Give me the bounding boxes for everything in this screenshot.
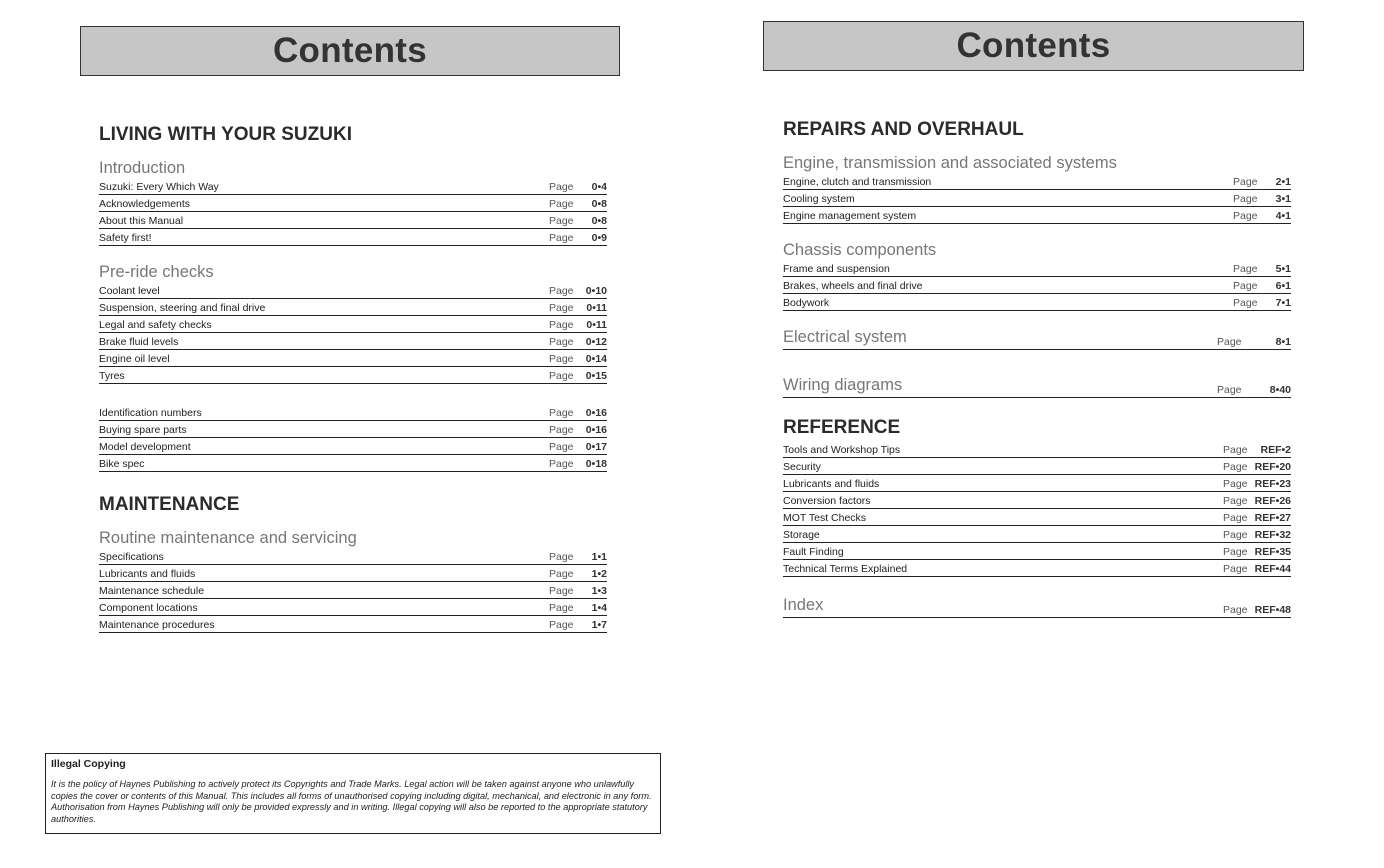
page-word: Page <box>549 336 574 348</box>
entry-label: Brake fluid levels <box>99 336 179 348</box>
page-number: 0•11 <box>586 302 607 314</box>
toc-entry[interactable] <box>99 212 607 229</box>
page-word: Page <box>549 619 574 631</box>
toc-entry[interactable] <box>783 173 1291 190</box>
toc-entry[interactable] <box>99 548 607 565</box>
page-word: Page <box>549 407 574 419</box>
entry-label: Coolant level <box>99 285 160 297</box>
toc-entry[interactable] <box>783 260 1291 277</box>
entry-label: Index <box>783 596 824 614</box>
entry-label: Acknowledgements <box>99 198 191 210</box>
page-number: 8•1 <box>1275 336 1291 348</box>
toc-entry[interactable] <box>783 277 1291 294</box>
entry-label: Wiring diagrams <box>783 376 903 394</box>
page-word: Page <box>1223 461 1248 473</box>
contents-title: Contents <box>956 26 1111 65</box>
page-number: REF•32 <box>1254 529 1291 541</box>
notice-title: Illegal Copying <box>51 758 126 770</box>
page-number: 0•4 <box>591 181 607 193</box>
toc-entry[interactable] <box>99 299 607 316</box>
toc-entry[interactable] <box>99 333 607 350</box>
page-word: Page <box>1223 563 1248 575</box>
section-title-repairs: REPAIRS AND OVERHAUL <box>783 119 1024 140</box>
contents-header <box>763 21 1304 71</box>
entry-label: Electrical system <box>783 328 907 346</box>
page-word: Page <box>1233 210 1258 222</box>
page-number: 4•1 <box>1275 210 1291 222</box>
toc-entry[interactable] <box>99 616 607 633</box>
page-number: 7•1 <box>1275 297 1291 309</box>
page-word: Page <box>1223 546 1248 558</box>
page-word: Page <box>549 198 574 210</box>
subsection-title-introduction: Introduction <box>99 159 186 177</box>
subsection-title-engine: Engine, transmission and associated systems <box>783 154 1117 172</box>
toc-entry[interactable] <box>783 543 1291 560</box>
toc-entry[interactable] <box>783 509 1291 526</box>
toc-entry[interactable] <box>99 282 607 299</box>
toc-entry[interactable] <box>99 404 607 421</box>
entry-label: Engine oil level <box>99 353 170 365</box>
notice-body: It is the policy of Haynes Publishing to actively protect its Copyrights and Trade Marks. Legal action will be taken against anyone who unlawfully copies the cover or contents of this Manual. This includes all forms of unauthorised copying including digital, mechanical, and electronic in any form. Authorisation from Haynes Publishing will only be provided expressly and in writing. Illegal copying will also be reported to the appropriate statutory authorities. <box>51 779 652 824</box>
entry-label: Buying spare parts <box>99 424 187 436</box>
page-word: Page <box>1223 444 1248 456</box>
entry-label: Engine, clutch and transmission <box>783 176 932 188</box>
page-number: 5•1 <box>1275 263 1291 275</box>
page-word: Page <box>1233 176 1258 188</box>
toc-entry[interactable] <box>783 458 1291 475</box>
contents-title: Contents <box>272 31 428 70</box>
page-number: 0•10 <box>585 285 607 297</box>
page-word: Page <box>549 441 574 453</box>
toc-entry[interactable] <box>99 316 607 333</box>
page-number: 1•2 <box>591 568 607 580</box>
entry-label: Lubricants and fluids <box>99 568 196 580</box>
entry-label: Frame and suspension <box>783 263 890 275</box>
toc-entry[interactable] <box>99 350 607 367</box>
page-word: Page <box>549 424 574 436</box>
entry-label: Maintenance procedures <box>99 619 215 631</box>
toc-entry-index[interactable] <box>783 596 1291 618</box>
page-word: Page <box>549 353 574 365</box>
page-word: Page <box>1223 495 1248 507</box>
toc-entry[interactable] <box>783 560 1291 577</box>
page-number: REF•48 <box>1254 604 1291 616</box>
page-number: 0•18 <box>585 458 607 470</box>
page-number: 1•1 <box>591 551 607 563</box>
entry-label: Tools and Workshop Tips <box>783 444 901 456</box>
page-word: Page <box>549 232 574 244</box>
entry-label: Fault Finding <box>783 546 844 558</box>
page-number: 0•14 <box>585 353 607 365</box>
page-number: 1•4 <box>591 602 607 614</box>
entry-label: Technical Terms Explained <box>783 563 908 575</box>
page-number: 6•1 <box>1275 280 1291 292</box>
page-number: 0•9 <box>591 232 607 244</box>
entry-label: Brakes, wheels and final drive <box>783 280 923 292</box>
toc-entry[interactable] <box>783 492 1291 509</box>
page-word: Page <box>1217 336 1242 348</box>
page-word: Page <box>1233 263 1258 275</box>
page-word: Page <box>549 215 574 227</box>
toc-entry[interactable] <box>99 229 607 246</box>
entry-label: Suzuki: Every Which Way <box>99 181 219 193</box>
entry-label: Legal and safety checks <box>99 319 212 331</box>
page-word: Page <box>1223 604 1248 616</box>
page-number: 0•11 <box>586 319 607 331</box>
entry-label: Tyres <box>99 370 125 382</box>
page-number: 0•15 <box>585 370 607 382</box>
page-number: 1•3 <box>591 585 607 597</box>
page-number: 3•1 <box>1275 193 1291 205</box>
toc-entry[interactable] <box>783 190 1291 207</box>
page-word: Page <box>1233 193 1258 205</box>
entry-label: Bodywork <box>783 297 830 309</box>
illegal-copying-notice <box>45 753 661 834</box>
page-number: 0•16 <box>585 424 607 436</box>
page-number: REF•26 <box>1254 495 1291 507</box>
entry-label: Storage <box>783 529 820 541</box>
entry-label: Cooling system <box>783 193 855 205</box>
entry-label: Conversion factors <box>783 495 871 507</box>
toc-entry[interactable] <box>99 455 607 472</box>
toc-entry[interactable] <box>99 565 607 582</box>
page-word: Page <box>1217 384 1242 396</box>
toc-entry[interactable] <box>99 599 607 616</box>
section-title-maintenance: MAINTENANCE <box>99 494 240 515</box>
page-number: 0•12 <box>585 336 607 348</box>
entry-label: MOT Test Checks <box>783 512 867 524</box>
toc-entry[interactable] <box>783 207 1291 224</box>
page-word: Page <box>1223 512 1248 524</box>
entry-label: Engine management system <box>783 210 917 222</box>
page-word: Page <box>549 285 574 297</box>
toc-entry[interactable] <box>783 294 1291 311</box>
page-number: 0•8 <box>591 198 607 210</box>
page-number: REF•23 <box>1254 478 1291 490</box>
subsection-title-routine: Routine maintenance and servicing <box>99 529 357 547</box>
entry-label: Bike spec <box>99 458 145 470</box>
toc-entry[interactable] <box>99 195 607 212</box>
page-number: REF•44 <box>1254 563 1291 575</box>
entry-label: Safety first! <box>99 232 152 244</box>
page-word: Page <box>549 181 574 193</box>
page-word: Page <box>1223 529 1248 541</box>
toc-entry-wiring[interactable] <box>783 376 1291 398</box>
entry-label: Component locations <box>99 602 198 614</box>
toc-entry-electrical[interactable] <box>783 328 1291 350</box>
page-word: Page <box>549 458 574 470</box>
page-word: Page <box>549 585 574 597</box>
page-number: REF•35 <box>1254 546 1291 558</box>
entry-label: Suspension, steering and final drive <box>99 302 266 314</box>
page-number: REF•2 <box>1260 444 1291 456</box>
subsection-title-chassis: Chassis components <box>783 241 937 259</box>
page-number: 0•16 <box>585 407 607 419</box>
entry-label: Identification numbers <box>99 407 202 419</box>
page-word: Page <box>549 370 574 382</box>
page-number: 8•40 <box>1269 384 1291 396</box>
toc-entry[interactable] <box>99 421 607 438</box>
page-word: Page <box>549 568 574 580</box>
page-word: Page <box>549 302 574 314</box>
page-number: 1•7 <box>591 619 607 631</box>
section-title-living: LIVING WITH YOUR SUZUKI <box>99 124 352 145</box>
page-number: 0•8 <box>591 215 607 227</box>
entry-label: About this Manual <box>99 215 184 227</box>
toc-entry[interactable] <box>99 178 607 195</box>
page-word: Page <box>549 551 574 563</box>
page-number: 0•17 <box>585 441 607 453</box>
page-number: 2•1 <box>1275 176 1291 188</box>
section-title-reference: REFERENCE <box>783 417 901 438</box>
page-number: REF•27 <box>1254 512 1291 524</box>
page-word: Page <box>1223 478 1248 490</box>
contents-header <box>80 26 620 76</box>
entry-label: Specifications <box>99 551 164 563</box>
toc-entry[interactable] <box>783 526 1291 543</box>
entry-label: Lubricants and fluids <box>783 478 880 490</box>
page-word: Page <box>549 602 574 614</box>
entry-label: Maintenance schedule <box>99 585 205 597</box>
entry-label: Security <box>783 461 821 473</box>
page-word: Page <box>1233 280 1258 292</box>
subsection-title-pre-ride: Pre-ride checks <box>99 263 214 281</box>
toc-entry[interactable] <box>99 438 607 455</box>
page-number: REF•20 <box>1254 461 1291 473</box>
page-word: Page <box>1233 297 1258 309</box>
entry-label: Model development <box>99 441 191 453</box>
toc-entry[interactable] <box>783 475 1291 492</box>
toc-entry[interactable] <box>99 582 607 599</box>
page-word: Page <box>549 319 574 331</box>
toc-entry[interactable] <box>783 441 1291 458</box>
toc-entry[interactable] <box>99 367 607 384</box>
